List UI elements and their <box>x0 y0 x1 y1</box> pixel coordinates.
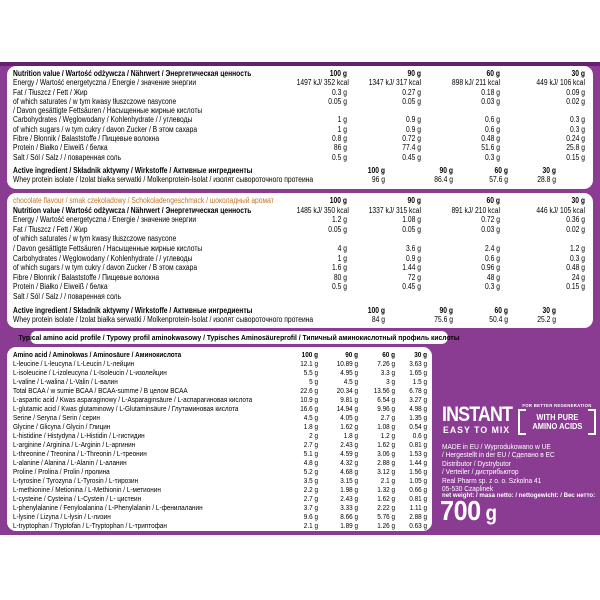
easy-to-mix-text: EASY TO MIX <box>443 425 511 436</box>
value-60g: 1.2 g <box>380 431 395 440</box>
active-ingredient-title: Active ingredient / Składnik aktywny / Wirkstoffe / Активные ингредиенты <box>13 165 253 175</box>
nutrition-table-card <box>7 66 593 189</box>
amino-row <box>7 476 432 485</box>
value-90g: 4.59 g <box>340 449 358 458</box>
value-60g: 57.6 g <box>489 175 508 185</box>
row-label: Fat / Tłuszcz / Fett / Жир <box>13 224 88 234</box>
row-label: Fibre / Błonnik / Balaststoffe / Пищевые волокна <box>13 134 160 144</box>
value-60g: 2.22 g <box>377 503 395 512</box>
row-label: Total BCAA / w sumie BCAA / BCAA-summe / В целом BCAA <box>13 386 188 395</box>
value-60g: 7.26 g <box>377 359 395 368</box>
col-header-100g: 100 g <box>367 165 385 175</box>
nutrition-row <box>7 234 593 244</box>
value-30g: 0.54 g <box>409 422 427 431</box>
value-90g: 3.15 g <box>340 476 358 485</box>
value-90g: 0.27 g <box>402 87 421 97</box>
bracket-right-icon <box>588 409 596 435</box>
value-90g <box>359 106 421 115</box>
value-30g: 0.3 g <box>570 253 585 263</box>
col-header-60g: 60 g <box>494 305 508 315</box>
amino-row <box>7 395 432 404</box>
row-label: L-aspartic acid / Kwas asparaginowy / L-Asparaginsäure / L-аспарагиновая кислота <box>13 395 253 404</box>
row-label: of which sugars / w tym cukry / davon Zucker / В этом сахара <box>13 124 198 134</box>
value-90g: 2.43 g <box>340 440 358 449</box>
value-90g: 0.9 g <box>406 253 421 263</box>
nutrition-row <box>7 215 593 225</box>
col-header-90g: 90 g <box>407 69 421 78</box>
active-ingredient-header-row <box>7 306 593 316</box>
value-30g: 1.53 g <box>409 449 427 458</box>
col-header-30g: 30 g <box>571 196 585 205</box>
value-60g: 898 kJ/ 211 kcal <box>451 78 500 88</box>
value-60g: 1.26 g <box>377 521 395 530</box>
value-60g: 2.88 g <box>377 458 395 467</box>
value-100g: 1.2 g <box>332 215 347 225</box>
address-line: MADE in EU / Wyprodukowano w UE <box>442 442 551 451</box>
value-60g: 3.3 g <box>380 368 395 377</box>
row-label: Protein / Białko / Eiweiß / белка <box>13 143 108 153</box>
value-60g: 0.48 g <box>481 134 500 144</box>
value-60g: 50.4 g <box>489 315 508 325</box>
row-label: Glycine / Glicyna / Glycin / Глицин <box>13 422 111 431</box>
value-30g: 24 g <box>571 272 585 282</box>
value-100g: 5.2 g <box>303 467 318 476</box>
row-label: of which sugars / w tym cukry / davon Zucker / В этом сахара <box>13 263 198 273</box>
value-100g: 0.05 g <box>328 224 347 234</box>
value-90g: 4.05 g <box>340 413 358 422</box>
value-90g: 1.89 g <box>340 521 358 530</box>
net-weight-label: net weight: / masa netto: / nettogewicht: / Вес нетто: <box>442 492 596 499</box>
row-label: Serine / Seryna / Serin / серин <box>13 413 100 422</box>
value-100g: 4.5 g <box>303 413 318 422</box>
value-100g: 0.8 g <box>332 134 347 144</box>
nutrition-row <box>7 125 593 134</box>
amino-row <box>7 431 432 440</box>
value-60g: 2.1 g <box>380 476 395 485</box>
value-30g: 4.98 g <box>409 404 427 413</box>
col-header-60g: 60 g <box>486 196 500 205</box>
value-30g: 0.66 g <box>409 485 427 494</box>
value-60g: 0.6 g <box>485 115 500 125</box>
value-30g: 0.63 g <box>409 521 427 530</box>
net-weight-value <box>440 497 497 528</box>
row-label: Salt / Sól / Salz / / поваренная соль <box>13 291 122 301</box>
value-30g: 1.5 g <box>412 377 427 386</box>
row-label: L-isoleucine / L-izoleucyna / L-Isoleucin / L-изолейцин <box>13 368 167 377</box>
value-90g: 10.89 g <box>336 359 358 368</box>
row-label: Protein / Białko / Eiweiß / белка <box>13 282 108 292</box>
value-100g: 1 g <box>337 124 347 134</box>
value-100g: 84 g <box>371 315 385 325</box>
value-60g: 13.56 g <box>373 386 395 395</box>
row-label: L-threonine / Treonina / L-Threonin / L-треонин <box>13 449 147 458</box>
value-90g: 86.4 g <box>434 175 453 185</box>
value-100g: 0.5 g <box>332 152 347 162</box>
col-header-90g: 90 g <box>439 305 453 315</box>
amino-row <box>7 503 432 512</box>
col-header-30g: 30 g <box>542 165 556 175</box>
row-label: L-tryptophan / Tryptofan / L-Tryptophan / L-триптофан <box>13 521 167 530</box>
amino-acid-title: Amino acid / Aminokwas / Aminosäure / Аминокислота <box>13 350 182 359</box>
value-90g: 4.5 g <box>343 377 358 386</box>
col-header-90g: 90 g <box>407 196 421 205</box>
value-90g: 1.8 g <box>343 431 358 440</box>
row-label: Fibre / Błonnik / Balaststoffe / Пищевые волокна <box>13 272 160 282</box>
nutrition-row <box>7 273 593 283</box>
value-60g: 1.62 g <box>377 494 395 503</box>
amino-rows <box>7 359 432 530</box>
address-line: Real Pharm sp. z o. o. Szkolna 41 <box>442 475 542 485</box>
nutrition-row <box>7 254 593 264</box>
value-100g <box>297 292 347 302</box>
address-line: / Hergestellt in der EU / Сделано в ЕС <box>442 450 555 460</box>
value-100g: 5.5 g <box>303 368 318 377</box>
value-100g: 2.7 g <box>303 440 318 449</box>
value-60g: 5.76 g <box>377 512 395 521</box>
row-label: L-methionine / Metionina / L-Methionin / L-метионин <box>13 485 161 494</box>
nutrition-rows <box>7 78 593 162</box>
badge-lines <box>526 409 589 435</box>
value-100g: 1.8 g <box>303 422 318 431</box>
amino-row <box>7 404 432 413</box>
row-label: Energy / Wartość energetyczna / Energie / значение энергии <box>13 215 197 225</box>
row-label: Whey protein isolate / Izolat białka serwatki / Molkenprotein-Isolat / изолят сывороточного протеина <box>13 315 314 325</box>
value-30g: 1.2 g <box>570 243 585 253</box>
value-60g: 48 g <box>486 272 500 282</box>
value-30g: 0.36 g <box>566 215 585 225</box>
value-60g: 0.96 g <box>481 263 500 273</box>
nutrition-row <box>7 225 593 235</box>
col-header-100g: 100 g <box>301 350 318 359</box>
value-90g: 0.9 g <box>406 115 421 125</box>
value-60g: 0.3 g <box>485 152 500 162</box>
nutrition-rows <box>7 215 593 301</box>
value-60g: 3.12 g <box>377 467 395 476</box>
value-60g: 0.3 g <box>485 282 500 292</box>
row-label: Energy / Wartość energetyczna / Energie / значение энергии <box>13 78 197 88</box>
value-100g: 0.05 g <box>328 96 347 106</box>
address-line: Distributor / Dystrybutor <box>442 458 511 468</box>
nutrition-row <box>7 153 593 162</box>
nutrition-title: Nutrition value / Wartość odżywcza / Nährwert / Энергетическая ценность <box>13 205 252 215</box>
value-90g <box>359 292 421 302</box>
value-100g <box>297 106 347 115</box>
col-header-100g: 100 g <box>329 196 347 205</box>
amino-profile-banner <box>18 331 460 344</box>
value-100g: 0.3 g <box>332 87 347 97</box>
nutrition-row <box>7 143 593 152</box>
value-90g: 1.62 g <box>340 422 358 431</box>
row-label: Whey protein isolate / Izolat białka serwatki / Molkenprotein-Isolat / изолят сывороточного протеина <box>13 175 314 185</box>
value-60g <box>434 234 500 244</box>
address-line: 05-530 Czaplinek <box>442 484 494 494</box>
value-90g: 1347 kJ/ 317 kcal <box>368 78 421 88</box>
bracket-left-icon <box>518 409 526 435</box>
value-90g: 8.66 g <box>340 512 358 521</box>
value-100g: 4 g <box>337 243 347 253</box>
badge-line-2: AMINO ACIDS <box>531 421 582 431</box>
value-60g: 9.96 g <box>377 404 395 413</box>
amino-row <box>7 368 432 377</box>
instant-wordmark: INSTANT <box>442 403 513 426</box>
value-100g: 2.2 g <box>303 485 318 494</box>
amino-row <box>7 449 432 458</box>
amino-acids-badge <box>518 403 596 435</box>
value-90g: 3.6 g <box>406 243 421 253</box>
amino-row <box>7 512 432 521</box>
nutrition-row <box>7 78 593 87</box>
amino-row <box>7 359 432 368</box>
amino-row <box>7 422 432 431</box>
value-90g: 4.68 g <box>340 467 358 476</box>
nutrition-row <box>7 97 593 106</box>
value-90g <box>359 234 421 244</box>
value-30g <box>514 234 585 244</box>
row-label: L-glutamic acid / Kwas glutaminowy / L-Glutaminsäure / Глутаминовая кислота <box>13 404 239 413</box>
col-header-30g: 30 g <box>414 350 427 359</box>
row-label: L-leucine / L-leucyna / L-Leucin / L-лейцин <box>13 359 135 368</box>
col-header-100g: 100 g <box>329 69 347 78</box>
value-90g: 2.43 g <box>340 494 358 503</box>
value-90g: 3.33 g <box>340 503 358 512</box>
value-100g: 9.6 g <box>303 512 318 521</box>
amino-row <box>7 494 432 503</box>
value-90g: 4.95 g <box>340 368 358 377</box>
row-label: L-tyrosine / Tyrozyna / L-Tyrosin / L-тирозин <box>13 476 139 485</box>
value-30g <box>514 106 585 115</box>
value-90g: 1.98 g <box>340 485 358 494</box>
row-label: Salt / Sól / Salz / / поваренная соль <box>13 152 122 162</box>
row-label: L-lysine / Lizyna / L-lysin / L-лизин <box>13 512 111 521</box>
value-30g: 0.3 g <box>570 115 585 125</box>
active-ingredient-title: Active ingredient / Składnik aktywny / Wirkstoffe / Активные ингредиенты <box>13 305 253 315</box>
value-30g: 449 kJ/ 106 kcal <box>536 78 585 88</box>
nutrition-row <box>7 88 593 97</box>
value-30g: 1.56 g <box>409 467 427 476</box>
value-30g: 3.63 g <box>409 359 427 368</box>
weight-unit: g <box>480 502 497 525</box>
nutrition-row <box>7 115 593 124</box>
value-90g: 4.32 g <box>340 458 358 467</box>
col-header-90g: 90 g <box>345 350 358 359</box>
amino-row <box>7 467 432 476</box>
nutrition-header-row <box>7 69 593 78</box>
row-label: of which saturates / w tym kwasy tłuszczowe nasycone <box>13 96 177 106</box>
amino-header-row <box>7 350 432 359</box>
col-header-30g: 30 g <box>571 69 585 78</box>
value-60g: 0.72 g <box>481 215 500 225</box>
value-90g: 9.81 g <box>340 395 358 404</box>
value-100g: 1497 kJ/ 352 kcal <box>296 78 349 88</box>
col-header-90g: 90 g <box>439 165 453 175</box>
value-30g: 1.35 g <box>409 413 427 422</box>
manufacturer-address <box>442 443 567 493</box>
value-30g: 28.8 g <box>537 175 556 185</box>
address-line: / Verteiler / дистрибьютор <box>442 467 519 477</box>
value-100g <box>297 234 347 244</box>
value-100g: 16.6 g <box>300 404 318 413</box>
value-30g: 2.88 g <box>409 512 427 521</box>
value-30g: 6.78 g <box>409 386 427 395</box>
value-30g <box>514 292 585 302</box>
value-30g: 1.65 g <box>409 368 427 377</box>
row-label: Fat / Tłuszcz / Fett / Жир <box>13 87 88 97</box>
value-60g: 0.6 g <box>485 253 500 263</box>
chocolate-flavour-line: chocolate flavour / smak czekoladowy / Schokoladengeschmack / шоколадный аромат <box>13 196 274 205</box>
value-100g: 1485 kJ/ 350 kcal <box>296 205 349 215</box>
nutrition-title-row <box>7 206 593 216</box>
value-100g: 96 g <box>371 175 385 185</box>
nutrition-row <box>7 292 593 302</box>
value-90g: 14.94 g <box>336 404 358 413</box>
value-100g: 10.9 g <box>300 395 318 404</box>
row-label: L-arginine / Arginina / L-Arginin / L-аргинин <box>13 440 136 449</box>
value-90g: 20.34 g <box>336 386 358 395</box>
nutrition-row <box>7 263 593 273</box>
value-100g: 3.7 g <box>303 503 318 512</box>
value-60g: 0.18 g <box>481 87 500 97</box>
value-100g: 4.8 g <box>303 458 318 467</box>
value-100g: 1 g <box>337 253 347 263</box>
amino-row <box>7 386 432 395</box>
value-90g: 1.44 g <box>402 263 421 273</box>
col-header-60g: 60 g <box>382 350 395 359</box>
col-header-60g: 60 g <box>486 69 500 78</box>
value-90g: 0.9 g <box>406 124 421 134</box>
amino-row <box>7 458 432 467</box>
value-100g: 1 g <box>337 115 347 125</box>
value-60g: 51.6 g <box>481 143 500 153</box>
value-60g: 891 kJ/ 210 kcal <box>451 205 500 215</box>
chocolate-nutrition-card <box>7 193 593 328</box>
value-100g: 0.5 g <box>332 282 347 292</box>
value-100g: 86 g <box>333 143 347 153</box>
value-60g: 1.08 g <box>377 422 395 431</box>
row-label: L-cysteine / Cysteina / L-Cystein / L- цистеин <box>13 494 142 503</box>
value-100g: 80 g <box>333 272 347 282</box>
value-30g: 0.81 g <box>409 440 427 449</box>
value-100g: 2 g <box>309 431 318 440</box>
value-100g: 5 g <box>309 377 318 386</box>
col-header-100g: 100 g <box>367 305 385 315</box>
value-90g: 72 g <box>407 272 421 282</box>
weight-number: 700 <box>440 495 481 526</box>
row-label: Proline / Prolina / Prolin / пролина <box>13 467 110 476</box>
value-100g: 2.1 g <box>303 521 318 530</box>
value-30g: 0.6 g <box>412 431 427 440</box>
amino-acid-table-card <box>7 347 432 531</box>
row-label: / Davon gesättigte Fettsäuren / Насыщенные жирные кислоты <box>13 106 203 116</box>
value-100g: 22.6 g <box>300 386 318 395</box>
value-30g: 25.8 g <box>566 143 585 153</box>
flavour-header-row <box>7 196 593 206</box>
value-90g: 1337 kJ/ 315 kcal <box>368 205 421 215</box>
amino-row <box>7 440 432 449</box>
col-header-30g: 30 g <box>542 305 556 315</box>
row-label: Carbohydrates / Węglowodany / Kohlenhydrate / / углеводы <box>13 115 193 125</box>
value-100g: 1.6 g <box>332 263 347 273</box>
value-100g: 12.1 g <box>300 359 318 368</box>
amino-row <box>7 485 432 494</box>
active-ingredient-row <box>7 175 593 184</box>
row-label: of which saturates / w tym kwasy tłuszczowe nasycone <box>13 234 177 244</box>
value-60g: 3.06 g <box>377 449 395 458</box>
amino-row <box>7 521 432 530</box>
value-60g: 0.03 g <box>481 96 500 106</box>
value-90g: 0.45 g <box>402 282 421 292</box>
value-60g <box>434 106 500 115</box>
row-label: / Davon gesättigte Fettsäuren / Насыщенные жирные кислоты <box>13 243 203 253</box>
value-60g: 3 g <box>386 377 395 386</box>
value-90g: 1.08 g <box>402 215 421 225</box>
value-90g: 0.45 g <box>402 152 421 162</box>
value-30g: 1.44 g <box>409 458 427 467</box>
row-label: L-histidine / Histydyna / L-Histidin / L-гистидин <box>13 431 145 440</box>
value-30g: 1.11 g <box>409 503 427 512</box>
row-label: L-valine / L-walina / L-Valin / L-валин <box>13 377 118 386</box>
value-90g: 0.72 g <box>402 134 421 144</box>
row-label: Carbohydrates / Węglowodany / Kohlenhydrate / / углеводы <box>13 253 193 263</box>
row-label: L-alanine / Alanina / L-Alanin / L-аланин <box>13 458 127 467</box>
value-90g: 0.05 g <box>402 96 421 106</box>
row-label: L-phenylalanine / Fenyloalanina / L-Phenylalanin / L-фенилаланин <box>13 503 203 512</box>
value-30g: 0.3 g <box>570 124 585 134</box>
value-30g: 0.02 g <box>566 224 585 234</box>
value-30g: 0.15 g <box>566 282 585 292</box>
badge-top-text: FOR BETTER REGENERATION <box>522 403 592 408</box>
nutrition-row <box>7 106 593 115</box>
value-90g: 0.05 g <box>402 224 421 234</box>
value-100g: 5.1 g <box>303 449 318 458</box>
badge-line-1: WITH PURE <box>536 412 578 422</box>
badge-bracket-box <box>518 409 596 435</box>
active-ingredient-row <box>7 315 593 325</box>
value-90g: 75.6 g <box>434 315 453 325</box>
value-30g: 446 kJ/ 105 kcal <box>536 205 585 215</box>
amino-row <box>7 377 432 386</box>
value-90g: 77.4 g <box>402 143 421 153</box>
nutrition-row <box>7 282 593 292</box>
nutrition-row <box>7 244 593 254</box>
value-100g: 2.7 g <box>303 494 318 503</box>
value-60g: 2.4 g <box>485 243 500 253</box>
value-60g: 0.03 g <box>481 224 500 234</box>
value-30g: 0.15 g <box>566 152 585 162</box>
value-30g: 0.09 g <box>566 87 585 97</box>
value-30g: 0.02 g <box>566 96 585 106</box>
value-60g: 0.6 g <box>485 124 500 134</box>
value-30g: 0.48 g <box>566 263 585 273</box>
nutrition-title: Nutrition value / Wartość odżywcza / Nährwert / Энергетическая ценность <box>13 69 252 78</box>
value-30g: 1.05 g <box>409 476 427 485</box>
value-100g: 3.5 g <box>303 476 318 485</box>
amino-row <box>7 413 432 422</box>
value-60g <box>434 292 500 302</box>
value-60g: 6.54 g <box>377 395 395 404</box>
value-30g: 25.2 g <box>537 315 556 325</box>
active-ingredient-header-row <box>7 166 593 175</box>
amino-profile-banner-text: Typical amino acid profile / Typowy profil aminokwasowy / Typisches Aminosäureprofil / Типичный аминокислотный профиль кислоты <box>18 333 460 342</box>
value-30g: 0.24 g <box>566 134 585 144</box>
value-30g: 0.81 g <box>409 494 427 503</box>
value-60g: 2.7 g <box>380 413 395 422</box>
value-60g: 1.62 g <box>377 440 395 449</box>
col-header-60g: 60 g <box>494 165 508 175</box>
value-30g: 3.27 g <box>409 395 427 404</box>
value-60g: 1.32 g <box>377 485 395 494</box>
nutrition-row <box>7 134 593 143</box>
